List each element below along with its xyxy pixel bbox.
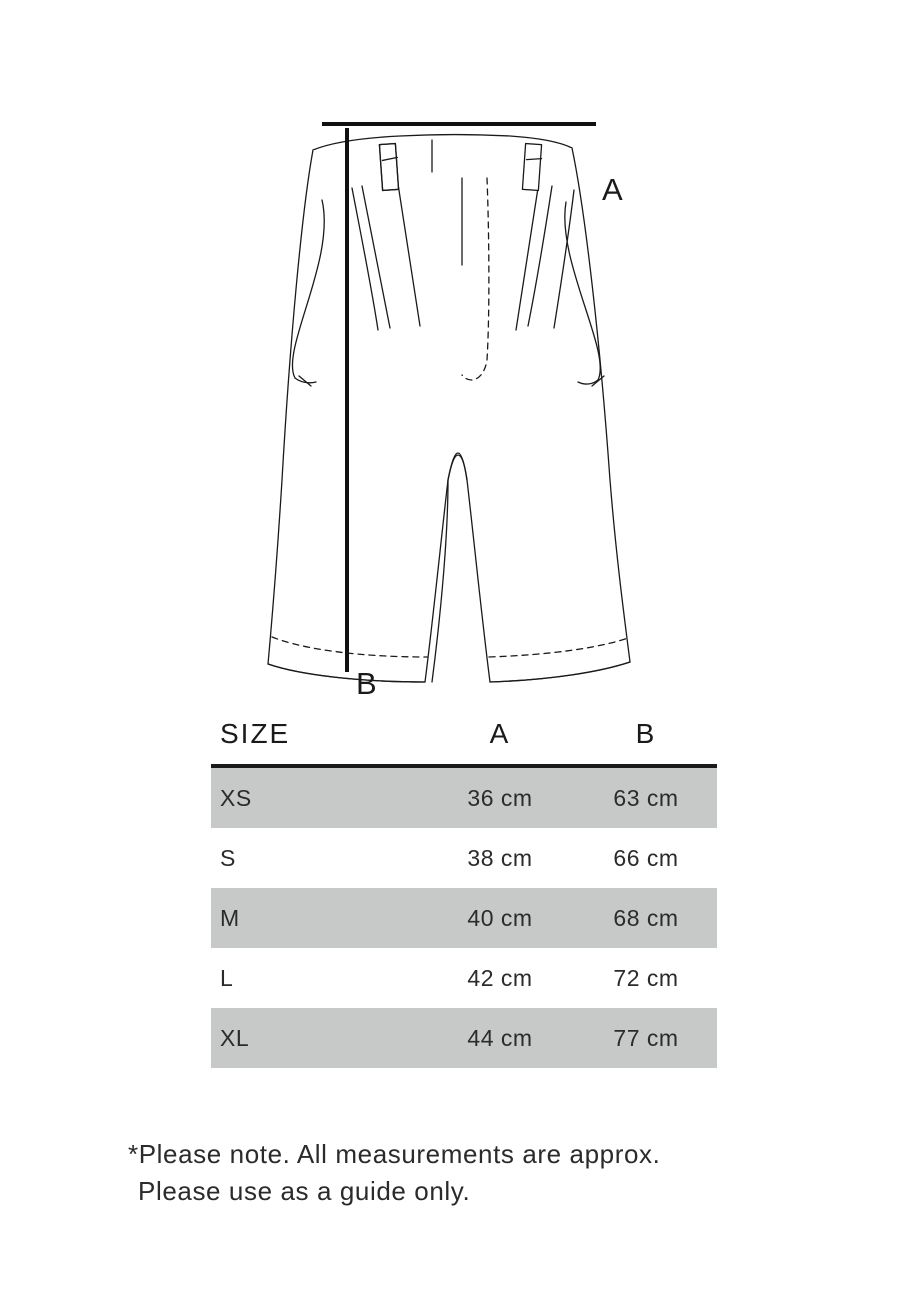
cell-size: XS: [211, 766, 425, 828]
cell-measure-b: 77 cm: [575, 1008, 717, 1068]
cell-measure-a: 42 cm: [425, 948, 575, 1008]
cell-measure-b: 72 cm: [575, 948, 717, 1008]
measurement-label-a: A: [602, 172, 624, 207]
cell-measure-a: 38 cm: [425, 828, 575, 888]
table-row: [211, 766, 717, 828]
cell-size: S: [211, 828, 425, 888]
table-row: [211, 888, 717, 948]
column-header-size: SIZE: [220, 718, 291, 749]
table-row: [211, 828, 717, 888]
cell-size: L: [211, 948, 425, 1008]
cell-measure-a: 36 cm: [425, 766, 575, 828]
cell-size: XL: [211, 1008, 425, 1068]
cell-size: M: [211, 888, 425, 948]
cell-measure-a: 40 cm: [425, 888, 575, 948]
column-header-b: B: [635, 718, 657, 749]
size-chart-table: [211, 718, 708, 1068]
footnote-line-2: Please use as a guide only.: [138, 1176, 471, 1206]
cell-measure-b: 66 cm: [575, 828, 717, 888]
cell-measure-b: 68 cm: [575, 888, 717, 948]
cell-measure-b: 63 cm: [575, 766, 717, 828]
measurement-label-b: B: [356, 666, 378, 701]
table-row: [211, 948, 717, 1008]
footnote: [128, 1136, 808, 1210]
column-header-a: A: [489, 718, 511, 749]
footnote-line-1: *Please note. All measurements are approx.: [128, 1139, 661, 1169]
table-row: [211, 1008, 717, 1068]
shorts-line-drawing: [0, 60, 909, 700]
shorts-diagram: [0, 60, 909, 700]
table-header-row: [211, 718, 717, 766]
cell-measure-a: 44 cm: [425, 1008, 575, 1068]
